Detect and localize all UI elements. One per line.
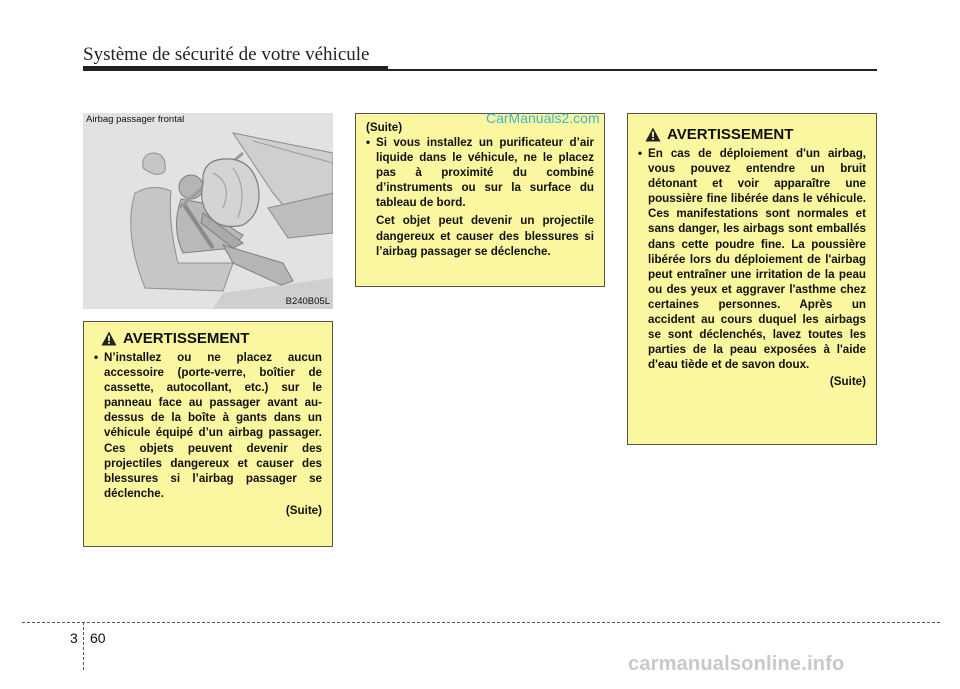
footer-vertical-rule bbox=[83, 622, 84, 670]
warning-box-right bbox=[627, 113, 877, 445]
warning-bullet-text: Si vous installez un purificateur d’air liquide dans le véhicule, ne le placez pas à proximité du combiné d’instruments ou sur la surface du tableau de bord. bbox=[376, 136, 594, 210]
suite-label: (Suite) bbox=[829, 375, 866, 389]
warning-heading bbox=[101, 330, 322, 347]
warning-title: AVERTISSEMENT bbox=[123, 330, 250, 347]
warning-bullet: • Si vous installez un purificateur d’air liquide dans le véhicule, ne le placez pas à proximité du combiné d’instruments ou sur la surface du tableau de bord. bbox=[366, 136, 594, 210]
warning-bullet: • N’installez ou ne placez aucun accessoire (porte-verre, boîtier de cassette, autocollant, etc.) sur le panneau face au passager avant au-dessus de la boîte à gants dans un véhicule équipé d’un airbag passager. Ces objets peuvent devenir des projectiles dangereux et causer des blessures si l’airbag passager se déclenche. bbox=[94, 351, 322, 500]
continued-warning-box bbox=[355, 113, 605, 287]
warning-bullet-text: N’installez ou ne placez aucun accessoire (porte-verre, boîtier de cassette, autocollant, etc.) sur le panneau face au passager avant au-dessus de la boîte à gants dans un véhicule équipé d’un airbag passager. Ces objets peuvent devenir des projectiles dangereux et causer des blessures si l’airbag passager se déclenche. bbox=[104, 351, 322, 500]
chapter-number: 3 bbox=[70, 630, 78, 646]
suite-label: (Suite) bbox=[366, 121, 403, 134]
page-header-title: Système de sécurité de votre véhicule bbox=[83, 44, 370, 65]
warning-title: AVERTISSEMENT bbox=[667, 126, 794, 143]
watermark-top: CarManuals2.com bbox=[486, 110, 600, 126]
warning-paragraph: Cet objet peut devenir un projectile dangereux et causer des blessures si l’airbag passager se déclenche. bbox=[376, 214, 594, 258]
suite-label: (Suite) bbox=[285, 503, 322, 517]
warning-triangle-icon bbox=[645, 127, 661, 142]
warning-triangle-icon bbox=[101, 331, 117, 346]
watermark-bottom: carmanualsonline.info bbox=[628, 653, 845, 675]
header-rule-thick bbox=[83, 66, 388, 71]
warning-box-left bbox=[83, 321, 333, 547]
passenger-airbag-illustration-icon bbox=[83, 113, 333, 309]
warning-bullet: • En cas de déploiement d'un airbag, vous pouvez entendre un bruit détonant et voir apparaître une poussière fine libérée dans le véhicule. Ces manifestations sont normales et sans danger, les airbags sont emballés dans cette poudre fine. La poussière libérée lors du déploiement de l'airbag peut entraîner une irritation de la peau ou des yeux et aggraver l'asthme chez certaines personnes. Après un accident au cours duquel les airbags se sont déclenchés, lavez toutes les parties de la peau exposées à l'aide d'eau tiède et de savon doux. bbox=[638, 147, 866, 372]
warning-bullet-text: En cas de déploiement d'un airbag, vous pouvez entendre un bruit détonant et voir apparaître une poussière fine libérée dans le véhicule. Ces manifestations sont normales et sans danger, les airbags sont emballés dans cette poudre fine. La poussière libérée lors du déploiement de l'airbag peut entraîner une irritation de la peau ou des yeux et aggraver l'asthme chez certaines personnes. Après un accident au cours duquel les airbags se sont déclenchés, lavez toutes les parties de la peau exposées à l'aide d'eau tiède et de savon doux. bbox=[648, 147, 866, 372]
figure-caption: Airbag passager frontal bbox=[86, 114, 185, 125]
airbag-figure bbox=[83, 113, 333, 309]
warning-heading bbox=[645, 126, 866, 143]
footer-dashed-rule bbox=[22, 622, 940, 623]
figure-code: B240B05L bbox=[285, 296, 330, 307]
header-rule-thin bbox=[388, 69, 877, 71]
page-number: 60 bbox=[90, 630, 106, 646]
